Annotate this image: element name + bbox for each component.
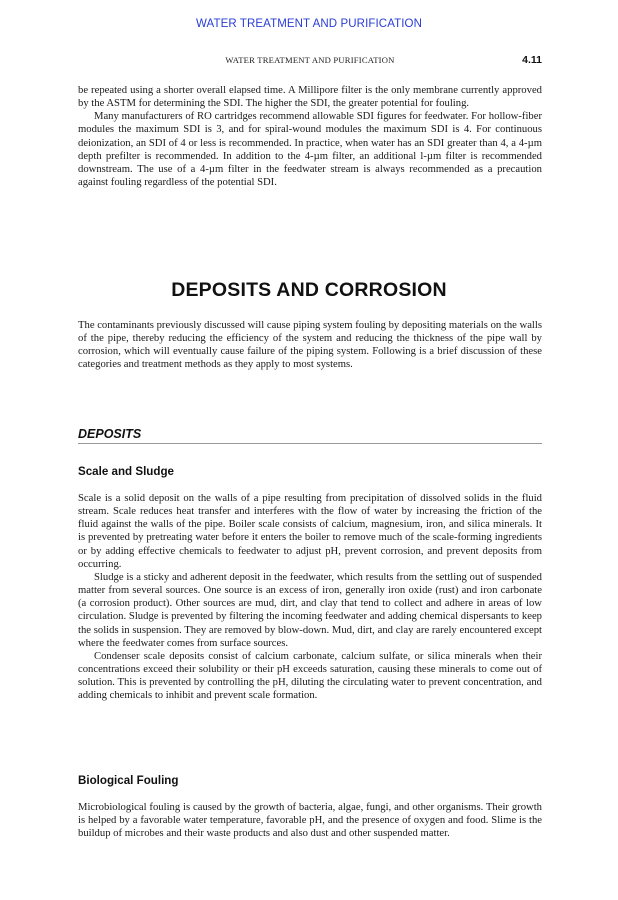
scale-and-sludge-section	[78, 492, 542, 703]
paragraph-condenser-scale: Condenser scale deposits consist of calcium carbonate, calcium sulfate, or silica minerals when their concentrations exceed their solubility or their pH exceeds saturation, causing these minerals to come out of solution. This is prevented by controlling the pH, diluting the circulating water to prevent concentration, and adding chemicals to inhibit and prevent scale formation.	[78, 650, 542, 702]
subheading-biological-fouling: Biological Fouling	[78, 774, 179, 787]
paragraph-microbiological-fouling: Microbiological fouling is caused by the growth of bacteria, algae, fungi, and other organisms. Their growth is helped by a favorable water temperature, favorable pH, and the presence of oxygen and food. Slime is the buildup of microbes and their waste products and also dust and other suspended matter.	[78, 802, 542, 840]
chapter-title: DEPOSITS AND CORROSION	[171, 279, 447, 301]
paragraph-scale: Scale is a solid deposit on the walls of a pipe resulting from precipitation of dissolved solids in the fluid stream. Scale reduces heat transfer and interferes with the flow of water by increasing the friction of the fluid against the walls of the pipe. Boiler scale consists of calcium, magnesium, iron, and silica minerals. It is prevented by pretreating water before it enters the boiler to remove much of the scale-forming ingredients or by adding effective chemicals to feedwater to adjust pH, prevent corrosion, and prevent deposits from occurring.	[78, 493, 542, 570]
section-heading-deposits: DEPOSITS	[78, 427, 542, 444]
subheading-scale-and-sludge: Scale and Sludge	[78, 465, 174, 478]
running-head	[78, 55, 542, 69]
biological-fouling-section	[78, 801, 542, 840]
chapter-intro-paragraph: The contaminants previously discussed will cause piping system fouling by depositing materials on the walls of the pipe, thereby reducing the efficiency of the system and reducing the thickness of the pipe wall by corrosion, which will eventually cause failure of the piping system. Following is a brief discussion of these categories and treatment methods as they apply to most systems.	[78, 320, 542, 371]
top-banner: WATER TREATMENT AND PURIFICATION	[196, 18, 422, 30]
chapter-intro-section	[78, 319, 542, 372]
page-number: 4.11	[522, 54, 542, 66]
running-head-title: WATER TREATMENT AND PURIFICATION	[225, 55, 395, 65]
paragraph-continuation: be repeated using a shorter overall elapsed time. A Millipore filter is the only membrane currently approved by the ASTM for determining the SDI. The higher the SDI, the greater potential for fouling.	[78, 85, 542, 110]
paragraph-sdi-recommendations: Many manufacturers of RO cartridges recommend allowable SDI figures for feedwater. For hollow-fiber modules the maximum SDI is 3, and for spiral-wound modules the maximum SDI is 4. For continuous deionization, an SDI of 4 or less is recommended. In practice, when water has an SDI greater than 4, a 4-µm depth prefilter is recommended. In addition to the 4-µm filter, an additional l-µm filter is recommended downstream. The use of a 4-µm filter in the feedwater stream is always recommended as a precaution against fouling regardless of the potential SDI.	[78, 111, 542, 189]
intro-section	[78, 84, 542, 189]
paragraph-sludge: Sludge is a sticky and adherent deposit in the feedwater, which results from the settling out of suspended matter from several sources. One source is an excess of iron, generally iron oxide (rust) and iron carbonate (a corrosion product). Other sources are mud, dirt, and clay that tend to collect and adhere in areas of low circulation. Sludge is prevented by filtering the incoming feedwater and adding chemical dispersants to keep the solids in suspension. They are removed by blow-down. Mud, dirt, and clay are rarely encountered except where the feedwater comes from surface sources.	[78, 571, 542, 649]
